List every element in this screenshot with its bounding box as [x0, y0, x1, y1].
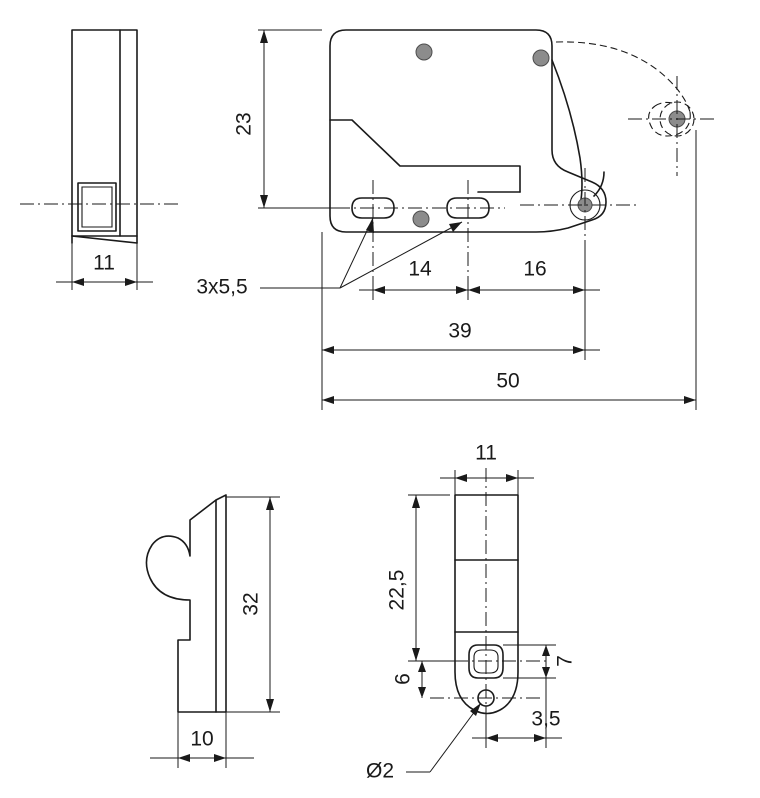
dim-14: 14 — [408, 257, 432, 281]
hook-profile-view — [146, 495, 280, 768]
dim-slot-length: 7 — [553, 655, 577, 667]
dim-39: 39 — [448, 319, 472, 343]
top-view-latch — [196, 30, 716, 410]
dim-hook-height: 32 — [239, 592, 263, 616]
dim-slot-width: 3,5 — [531, 707, 561, 731]
dim-hole-spec: 3x5,5 — [196, 275, 248, 299]
dim-hook-depth: 10 — [190, 727, 214, 751]
dim-body-height: 23 — [232, 112, 256, 136]
front-view-strike — [366, 442, 577, 783]
dim-side-width: 11 — [93, 251, 115, 275]
dim-strike-width: 11 — [475, 441, 497, 465]
dim-slot-offset: 6 — [391, 673, 415, 685]
dim-16: 16 — [523, 257, 547, 281]
dim-50: 50 — [496, 369, 520, 393]
dim-strike-height: 22,5 — [385, 569, 409, 611]
dim-hole-diameter: Ø2 — [365, 759, 395, 783]
side-view-left — [20, 30, 180, 290]
